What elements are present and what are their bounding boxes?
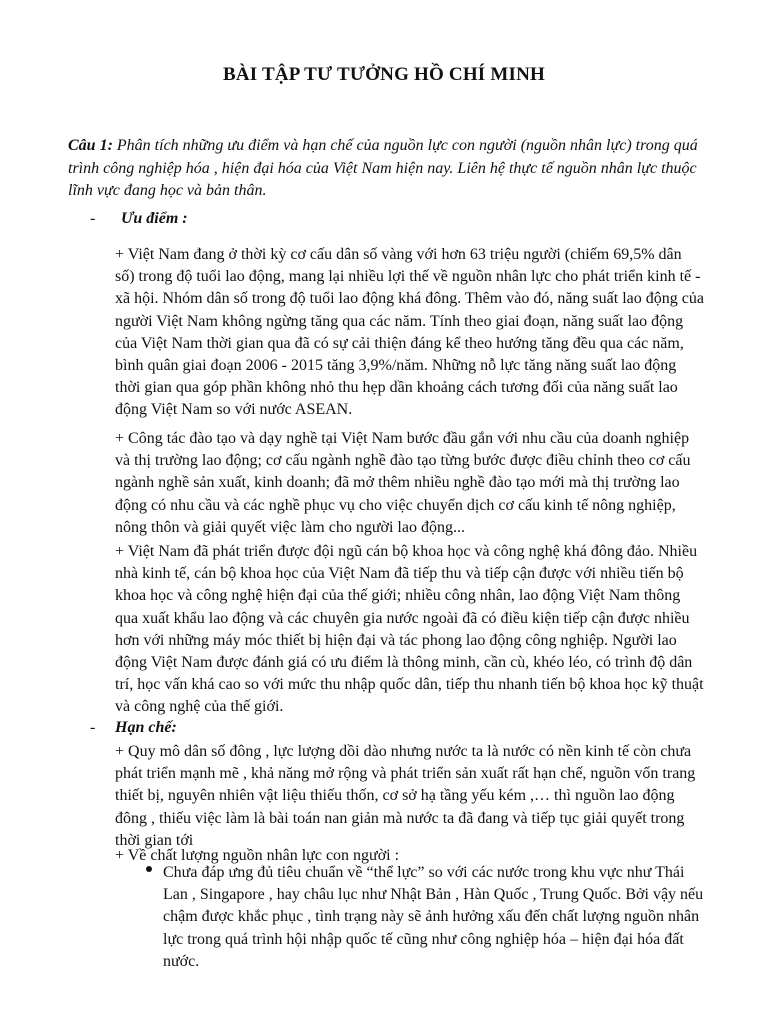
question-block	[68, 135, 723, 203]
limitations-dash: -	[90, 719, 96, 736]
limitation-bullet: Chưa đáp ưng đủ tiêu chuẩn về “thể lực” so với các nước trong khu vực như Thái Lan , Singapore , hay châu lục như Nhật Bản , Hàn Quốc , Trung Quốc. Bởi vậy nếu chậm được khắc phục , tình trạng này sẽ ảnh hưởng xấu đến chất lượng nguồn nhân lực trong quá trình hội nhập quốc tế cũng như công nghiệp hóa – hiện đại hóa đất nước.	[163, 864, 704, 970]
advantage-paragraph-1: + Việt Nam đang ở thời kỳ cơ cấu dân số vàng với hơn 63 triệu người (chiếm 69,5% dân số) trong độ tuổi lao động, mang lại nhiều lợi thế về nguồn nhân lực cho phát triển kinh tế - xã hội. Nhóm dân số trong độ tuổi lao động khá đông. Thêm vào đó, năng suất lao động của người Việt Nam không ngừng tăng qua các năm. Tính theo giai đoạn, năng suất lao động của Việt Nam thời gian qua đã có sự cải thiện đáng kể theo hướng tăng đều qua các năm, bình quân giai đoạn 2006 - 2015 tăng 3,9%/năm. Những nỗ lực tăng năng suất lao động thời gian qua góp phần không nhỏ thu hẹp dần khoảng cách tương đối của năng suất lao động Việt Nam so với nước ASEAN.	[115, 246, 704, 419]
bullet-icon	[146, 866, 152, 872]
advantage-paragraph-3: + Việt Nam đã phát triển được đội ngũ cán bộ khoa học và công nghệ khá đông đảo. Nhiều nhà kinh tế, cán bộ khoa học của Việt Nam đã tiếp thu và tiếp cận được với nhiều tiến bộ khoa học và công nghệ hiện đại của thế giới; nhiều công nhân, lao động Việt Nam thông qua xuất khẩu lao động và các chuyên gia nước ngoài đã có điều kiện tiếp cận được nhiều hơn với những máy móc thiết bị hiện đại và tác phong lao động công nghiệp. Người lao động Việt Nam được đánh giá có ưu điểm là thông minh, cần cù, khéo léo, có trình độ dân trí, học vấn khá cao so với mức thu nhập quốc dân, tiếp thu nhanh tiến bộ khoa học kỹ thuật và công nghệ của thế giới.	[115, 543, 704, 716]
question-text: Phân tích những ưu điểm và hạn chế của nguồn lực con người (nguồn nhân lực) trong quá trình công nghiệp hóa , hiện đại hóa của Việt Nam hiện nay. Liên hệ thực tế nguồn nhân lực thuộc lĩnh vực đang học và bản thân.	[68, 137, 698, 199]
quality-heading-line: + Về chất lượng nguồn nhân lực con người :	[115, 847, 400, 864]
question-label: Câu 1:	[68, 137, 113, 154]
advantage-paragraph-2: + Công tác đào tạo và dạy nghề tại Việt Nam bước đầu gắn với nhu cầu của doanh nghiệp và thị trường lao động; cơ cấu ngành nghề đào tạo từng bước được điều chỉnh theo cơ cấu ngành nghề sản xuất, kinh doanh; đã mở thêm nhiều nghề đào tạo mới mà thị trường lao động có nhu cầu và các nghề phục vụ cho việc chuyển dịch cơ cấu kinh tế nông nghiệp, nông thôn và giải quyết việc làm cho người lao động...	[115, 430, 691, 536]
advantages-heading: Ưu điểm :	[121, 210, 188, 227]
advantages-dash: -	[90, 210, 96, 227]
limitation-paragraph: + Quy mô dân số đông , lực lượng dồi dào nhưng nước ta là nước có nền kinh tế còn chưa phát triển mạnh mẽ , khả năng mở rộng và phát triển sản xuất rất hạn chế, nguồn vốn trang thiết bị, nguyên nhiên vật liệu thiếu thốn, cơ sở hạ tầng yếu kém ,… thì nguồn lao động đông , thiếu việc làm là bài toán nan giản mà nước ta đã đang và tiếp tục giải quyết trong thời gian tới	[115, 743, 696, 849]
document-title: BÀI TẬP TƯ TƯỞNG HỒ CHÍ MINH	[223, 64, 545, 85]
limitations-heading: Hạn chế:	[115, 719, 177, 736]
